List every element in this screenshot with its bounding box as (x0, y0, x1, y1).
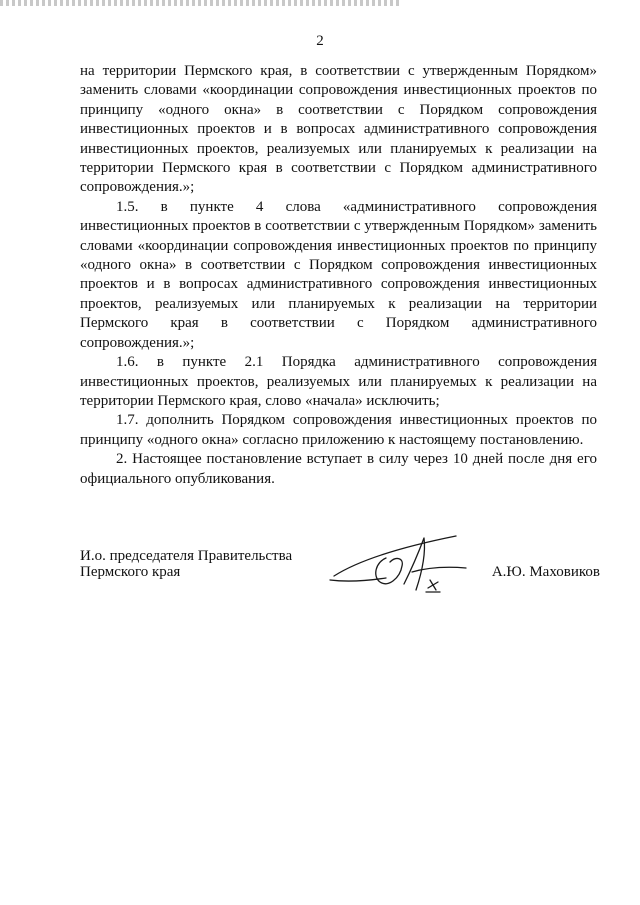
page-number: 2 (316, 33, 324, 49)
signer-title-line1: И.о. председателя Правительства (80, 548, 293, 564)
document-body (80, 62, 597, 489)
signature-block (80, 548, 600, 608)
paragraph-item-1-7: 1.7. дополнить Порядком сопровождения инвестиционных проектов по принципу «одного окна» согласно приложению к настоящему постановлению. (80, 412, 597, 448)
signer-title-line2: Пермского края (80, 564, 181, 580)
paragraph-item-1-5: 1.5. в пункте 4 слова «административного сопровождения инвестиционных проектов в соответствии с утвержденным Порядком» заменить словами «координации сопровождения инвестиционных проектов по принципу «одного окна» в соответствии с Порядком сопровождения инвестиционных проектов и в вопросах административного сопровождения инвестиционных проектов, реализуемых или планируемых к реализации на территории Пермского края в соответствии с Порядком административного сопровождения.»; (80, 198, 597, 351)
paragraph-item-2: 2. Настоящее постановление вступает в силу через 10 дней после дня его официального опубликования. (80, 451, 597, 487)
signer-title (80, 548, 292, 580)
paragraph-item-1-6: 1.6. в пункте 2.1 Порядка административного сопровождения инвестиционных проектов, реализуемых или планируемых к реализации на территории Пермского края, слово «начала» исключить; (80, 354, 597, 409)
paragraph-continuation: на территории Пермского края, в соответствии с утвержденным Порядком» заменить словами «координации сопровождения инвестиционных проектов по принципу «одного окна» в соответствии с Порядком сопровождения инвестиционных проектов и в вопросах административного сопровождения инвестиционных проектов, реализуемых или планируемых к реализации на территории Пермского края в соответствии с Порядком административного сопровождения.»; (80, 63, 597, 196)
signer-name: А.Ю. Маховиков (491, 564, 600, 580)
scan-artifact-marks (0, 0, 400, 6)
handwritten-signature (326, 532, 476, 602)
